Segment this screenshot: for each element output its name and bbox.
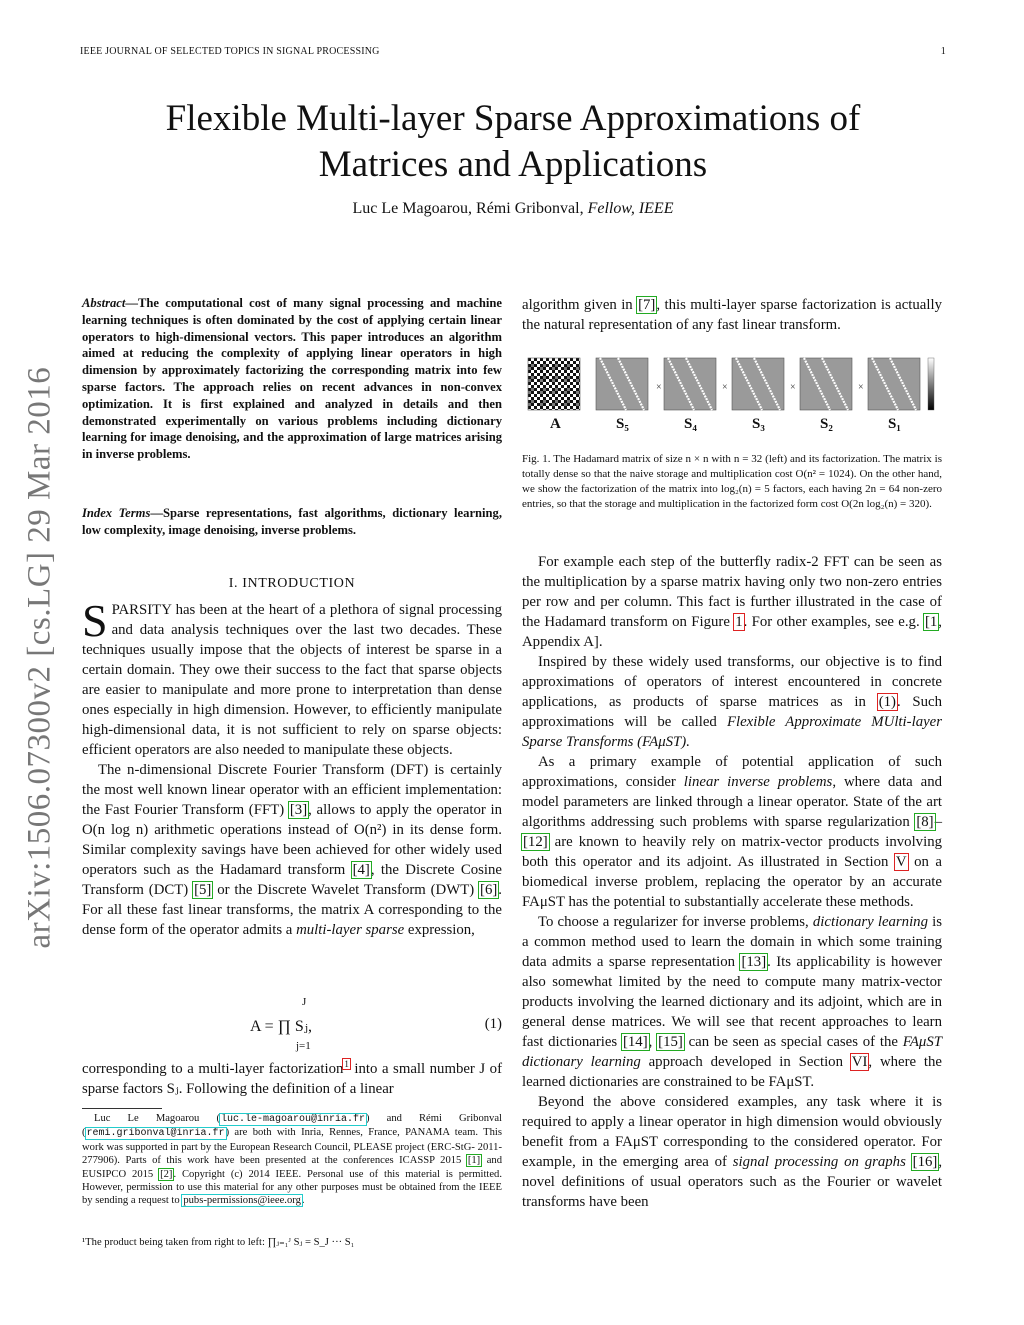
figure-link[interactable]: 1 [735,614,743,630]
citation-link[interactable]: [14] [622,1034,648,1050]
journal-name: IEEE JOURNAL OF SELECTED TOPICS IN SIGNAL PROCESSING [80,46,380,57]
citation-link[interactable]: [13] [741,954,767,970]
arxiv-stamp: arXiv:1506.07300v2 [cs.LG] 29 Mar 2016 [21,366,58,949]
section-link[interactable]: V [895,854,907,870]
figure-1-graphic [522,352,942,416]
matrix-A [528,358,580,410]
citation-link[interactable]: [7] [638,297,656,313]
intro-text: SPARSITY has been at the heart of a plethora of signal processing and data analysis techniques over the last two decades. These techniques usually impose that the objects of interest be sparse in a certain domain. They owe their success to the fact that sparse objects are easier to manipulate and more prone to interpretation than dense ones especially in high dimension. However, to efficiently manipulate high-dimensional data, it is not sufficient to rely on sparse objects: efficient operators are also needed to manipulate these objects. The n-dimensional Discrete Fourier Transform (DFT) is certainly the most well known linear operator with an efficient implementation: the Fast Fourier Transform (FFT) [3], allows to apply the operator in O(n log n) arithmetic operations instead of O(n²) in its dense form. Similar complexity savings have been achieved for other widely used operators such as the Hadamard transform [4], the Discrete Cosine Transform (DCT) [5] or the Discrete Wavelet Transform (DWT) [6]. For all these fast linear transforms, the matrix A corresponding to the dense form of the operator admits a multi-layer sparse expression, [82,595,502,938]
equation-number: (1) [484,1016,502,1032]
footnote-rule [82,1108,162,1109]
paper-title: Flexible Multi-layer Sparse Approximations of Matrices and Applications [165,98,861,185]
email-link[interactable]: remi.gribonval@inria.fr [86,1128,225,1140]
svg-text:×: × [722,382,728,393]
authors: Luc Le Magoarou, Rémi Gribonval, Fellow, IEEE [352,200,674,217]
email-link[interactable]: luc.le-magoarou@inria.fr [220,1114,365,1125]
svg-text:×: × [656,382,662,393]
fig-label: S₁ [888,416,901,432]
citation-link[interactable]: [1] [467,1155,481,1167]
figure-1-labels [522,416,942,436]
abstract: Abstract—The computational cost of many signal processing and machine learning techniques is often dominated by the cost of applying certain linear operators to high-dimensional vectors. This paper introduces an algorithm aimed at reducing the complexity of applying linear operators in high dimension by approximately factorizing the corresponding matrix into few sparse factors. The approach relies on recent advances in non-convex optimization. It is first explained and analyzed in details and then demonstrated experimentally on various problems including dictionary learning for image denoising, and the approximation of large matrices arising in inverse problems. [82,296,502,462]
fig-label: S₄ [684,416,697,432]
page-number: 1 [940,46,946,57]
fig-label: S₂ [820,416,833,432]
citation-link[interactable]: [1 [924,614,938,630]
citation-link[interactable]: [16] [912,1154,938,1170]
equation-1: J A = ∏ Sⱼ, j=1 (1) [250,996,502,1052]
right-col-body: For example each step of the butterfly radix-2 FFT can be seen as the multiplication by a sparse matrix having only two non-zero entries per row and per column. This fact is further illustrated in the case of the Hadamard transform on Figure 1. For other examples, see e.g. [1, Appendix A]. Inspired by these widely used transforms, our objective is to find approximations of operators of interest encountered in concrete applications, as products of sparse matrices as in (1). Such approximations will be called Flexible Approximate MUlti-layer Sparse Transforms (FAμST). As a primary example of potential application of such approximations, consider linear inverse problems, where data and model parameters are linked through a linear operator. State of the art algorithms addressing such problems with sparse regularization [8]–[12] are known to heavily rely on matrix-vector products involving both this operator and its adjoint. As illustrated in Section V on a biomedical inverse problem, replacing the operator by an accurate FAμST has the potential to substantially accelerate these methods. To choose a regularizer for inverse problems, dictionary learning is a common method used to learn the domain in which some training data admits a sparse representation [13]. Its applicability is however also somewhat limited by the need to compute many matrix-vector products involving the learned dictionary and its adjoint, which are in general dense matrices. We will see that recent approaches to learn fast dictionaries [14], [15] can be seen as special cases of the FAμST dictionary learning approach developed in Section VI, where the learned dictionaries are constrained to be FAμST. Beyond the above considered examples, any task where it is required to apply a linear operator in high dimension would obviously benefit from a FAμST corresponding to the considered operator. For example, in the emerging area of signal processing on graphs [16], novel definitions of usual operators such as the Fourier or wavelet transforms have been [522,554,943,1210]
colorbar [928,358,934,410]
svg-text:×: × [858,382,864,393]
email-link[interactable]: pubs-permissions@ieee.org [183,1195,301,1207]
section-link[interactable]: VI [851,1054,868,1070]
citation-link[interactable]: [4] [352,862,370,878]
citation-link[interactable]: [3] [289,802,308,818]
citation-link[interactable]: [15] [658,1034,683,1050]
footnote-link[interactable]: 1 [344,1059,349,1069]
running-header [80,46,946,57]
fig-label: A [550,416,561,432]
equation-link[interactable]: (1) [878,694,896,710]
citation-link[interactable]: [12] [523,834,548,850]
right-col-intro: algorithm given in [7], this multi-layer sparse factorization is actually the natural representation of any fast linear transform. [522,297,943,333]
svg-text:×: × [790,382,796,393]
citation-link[interactable]: [6] [480,882,498,898]
fig-label: S₃ [752,416,765,432]
citation-link[interactable]: [2] [160,1168,173,1180]
intro-text-cont: corresponding to a multi-layer factorization$^1$ into a small number J of sparse factors Sⱼ. Following the definition of a linear [82,1059,503,1097]
dropcap: S [82,595,108,646]
author-footnote: Luc Le Magoarou (luc.le-magoarou@inria.fr) and Rémi Gribonval (remi.gribonval@inria.fr) are both with Inria, Rennes, France, PANAMA team. This work was supported in part by the European Research Council, PLEASE project (ERC-StG- 2011-277906). Parts of this work have been presented at the conferences ICASSP 2015 [1] and EUSIPCO 2015 [2]. Copyright (c) 2014 IEEE. Personal use of this material is permitted. However, permission to use this material for any other purposes must be obtained from the IEEE by sending a request to pubs-permissions@ieee.org. [82,1113,502,1207]
fig-label: S₅ [616,416,629,432]
factor-matrices [596,358,920,410]
product-footnote: ¹The product being taken from right to left: ∏ⱼ₌₁ᴶ Sⱼ = S_J ··· S₁ [82,1237,355,1248]
citation-link[interactable]: [5] [194,882,212,898]
index-terms: Index Terms—Sparse representations, fast algorithms, dictionary learning, low complexity, image denoising, inverse problems. [82,506,502,537]
figure-1-caption: Fig. 1. The Hadamard matrix of size n × n with n = 32 (left) and its factorization. The matrix is totally dense so that the naive storage and multiplication cost O(n² = 1024). On the other hand, we show the factorization of the matrix into log₂(n) = 5 factors, each having 2n = 64 non-zero entries, so that the storage and multiplication in the factorized form cost O(2n log₂(n) = 320). [522,453,942,510]
section-heading: I. INTRODUCTION [228,576,356,591]
citation-link[interactable]: [8] [916,814,934,830]
